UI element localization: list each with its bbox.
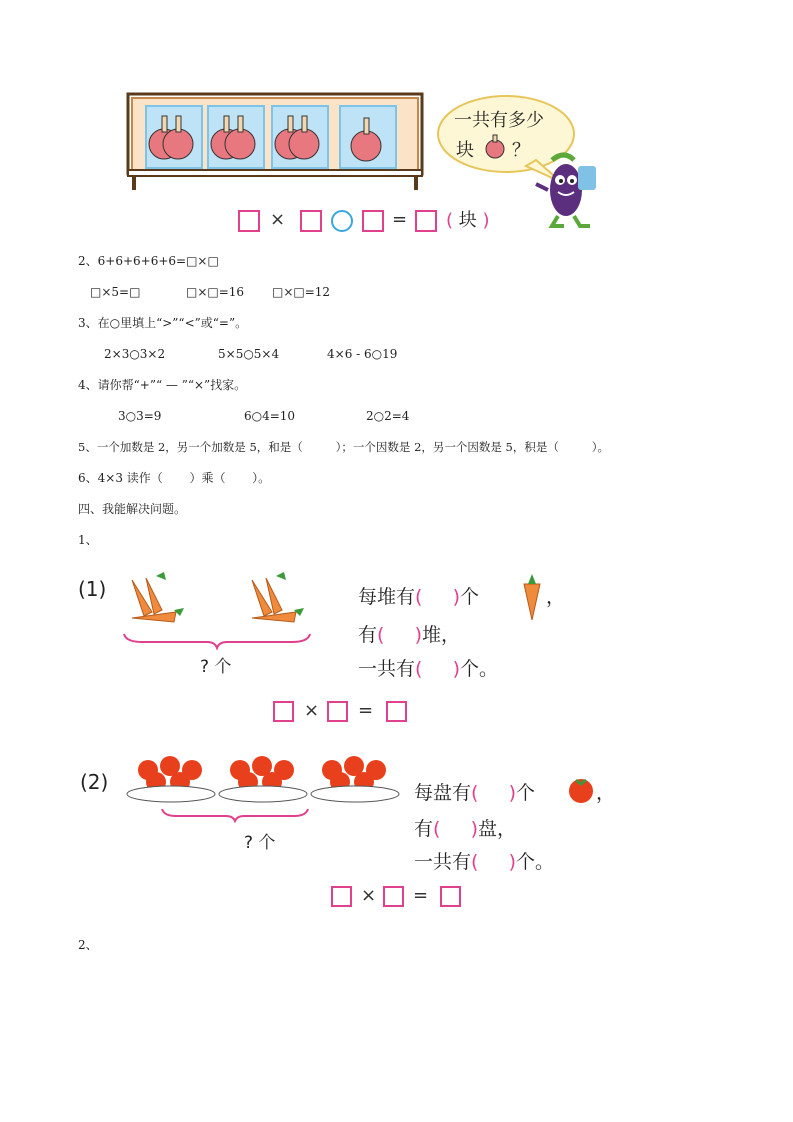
tomato-plate — [218, 750, 308, 806]
carrot-icon — [520, 572, 544, 622]
answer-box[interactable] — [238, 210, 260, 232]
brace — [122, 632, 312, 650]
question-4: 4、请你帮“+”“ — ”“×”找家。 — [78, 378, 247, 392]
answer-circle[interactable] — [331, 210, 353, 232]
problem-text-line: 每堆有( )个 — [358, 586, 480, 608]
brace — [160, 807, 310, 823]
question-2-item: □×5=□ — [90, 285, 141, 299]
equals-sign: = — [358, 700, 374, 721]
problem-text-comma: ， — [596, 782, 616, 804]
answer-box[interactable] — [415, 210, 437, 232]
brace-label: ? 个 — [244, 833, 276, 853]
problem-label: (1) — [78, 577, 107, 601]
paddle-box-4 — [340, 106, 396, 168]
answer-box[interactable] — [327, 701, 348, 722]
carrot-pile — [126, 572, 186, 632]
carrot-pile — [246, 572, 306, 632]
question-3-item: 2×3○3×2 — [104, 347, 166, 361]
section-4-heading: 四、我能解决问题。 — [78, 502, 187, 516]
answer-box[interactable] — [273, 701, 294, 722]
question-5: 5、一个加数是 2，另一个加数是 5，和是（ ）；一个因数是 2，另一个因数是 5，积是（ ）。 — [78, 440, 610, 454]
question-3-item: 5×5○5×4 — [218, 347, 280, 361]
problem-text-line: 一共有( )个。 — [358, 658, 499, 680]
question-4-item: 2○2=4 — [366, 409, 410, 423]
question-6: 6、4×3 读作（ ）乘（ ）。 — [78, 471, 271, 485]
bubble-text-2: 块 — [456, 140, 474, 161]
tomato-plate — [126, 750, 216, 806]
times-sign: × — [361, 885, 377, 906]
problem-text-line: 每盘有( )个 — [414, 782, 536, 804]
answer-box[interactable] — [300, 210, 322, 232]
problem-1-number: 1、 — [78, 533, 98, 547]
answer-box[interactable] — [440, 886, 461, 907]
brace-label: ? 个 — [200, 657, 232, 677]
question-2-item: □×□=12 — [272, 285, 331, 299]
problem-text-line: 有( )堆， — [358, 624, 461, 646]
answer-box[interactable] — [386, 701, 407, 722]
problem-label: (2) — [80, 770, 109, 794]
unit-label: ( 块 ) — [446, 210, 490, 231]
problem-text-line: 有( )盘， — [414, 818, 517, 840]
paddle-box-1 — [146, 106, 202, 168]
problem-2-number: 2、 — [78, 938, 98, 952]
equals-sign: = — [413, 885, 429, 906]
problem-text-comma: ， — [546, 586, 566, 608]
tomato-plate — [310, 750, 400, 806]
question-4-item: 6○4=10 — [244, 409, 296, 423]
question-2-item: □×□=16 — [186, 285, 245, 299]
times-sign: × — [270, 209, 286, 230]
answer-box[interactable] — [331, 886, 352, 907]
tomato-icon — [566, 774, 596, 804]
paddle-box-2 — [208, 106, 264, 168]
answer-box[interactable] — [362, 210, 384, 232]
answer-box[interactable] — [383, 886, 404, 907]
question-4-item: 3○3=9 — [118, 409, 162, 423]
question-2: 2、6+6+6+6+6=□×□ — [78, 254, 219, 268]
question-3-item: 4×6 - 6○19 — [327, 347, 398, 361]
paddle-box-3 — [272, 106, 328, 168]
question-3: 3、在○里填上“>”“<”或“=”。 — [78, 316, 248, 330]
times-sign: × — [304, 700, 320, 721]
equals-sign: = — [392, 209, 408, 230]
bubble-text-1: 一共有多少 — [454, 110, 544, 131]
paddle-icon — [484, 134, 506, 160]
bubble-question-mark: ？ — [512, 140, 530, 161]
eggplant-character — [534, 150, 608, 230]
shelf-illustration — [126, 92, 424, 192]
problem-text-line: 一共有( )个。 — [414, 851, 555, 873]
